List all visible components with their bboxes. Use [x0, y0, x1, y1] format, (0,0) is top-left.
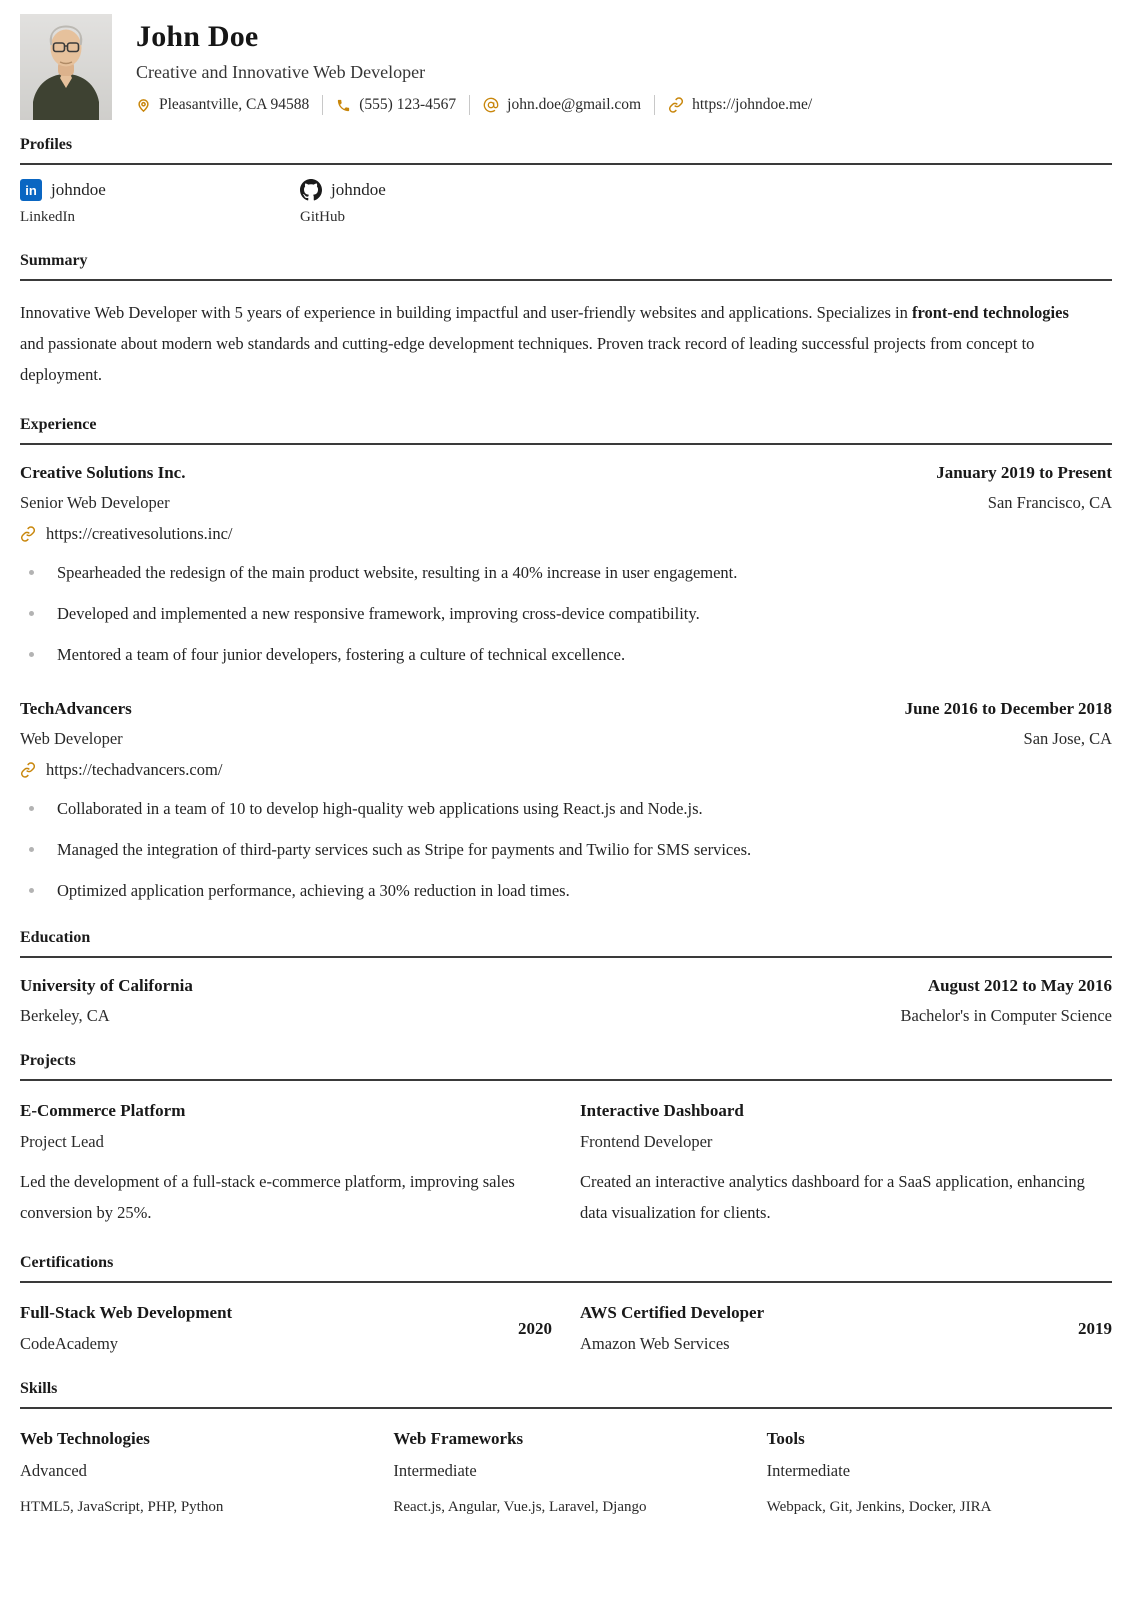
experience-entry	[20, 463, 1112, 667]
skill-entry	[767, 1429, 1112, 1516]
contact-separator	[654, 95, 655, 115]
section-experience	[20, 416, 1112, 903]
experience-section-title: Experience	[20, 416, 1112, 445]
company-url[interactable]: https://techadvancers.com/	[46, 760, 223, 779]
highlight-text: Spearheaded the redesign of the main product website, resulting in a 40% increase in user engagement.	[57, 563, 738, 582]
profile-photo-image	[20, 14, 112, 120]
experience-dates: January 2019 to Present	[936, 463, 1112, 482]
summary-bold-phrase: front-end technologies	[911, 303, 1069, 322]
github-icon	[300, 179, 322, 201]
certification-issuer: CodeAcademy	[20, 1334, 119, 1353]
project-description: Led the development of a full-stack e-commerce platform, improving sales conversion by 25%.	[20, 1172, 515, 1222]
person-headline: Creative and Innovative Web Developer	[136, 62, 426, 82]
contact-separator	[469, 95, 470, 115]
contact-location	[136, 96, 309, 114]
profile-github[interactable]	[300, 179, 552, 226]
profile-linkedin-network: LinkedIn	[20, 209, 75, 225]
certification-year: 2019	[1078, 1318, 1112, 1338]
project-name: E-Commerce Platform	[20, 1101, 186, 1120]
company-url-row[interactable]	[20, 524, 1112, 544]
company-name: TechAdvancers	[20, 699, 132, 718]
summary-section-title: Summary	[20, 252, 1112, 281]
certifications-section-title: Certifications	[20, 1254, 1112, 1283]
section-projects	[20, 1052, 1112, 1228]
at-sign-icon	[483, 97, 499, 113]
skill-entry	[393, 1429, 738, 1516]
certification-title: AWS Certified Developer	[580, 1303, 765, 1322]
highlight-text: Collaborated in a team of 10 to develop high-quality web applications using React.js and Node.js.	[57, 799, 703, 818]
education-entry-row	[20, 976, 1112, 996]
certification-year: 2020	[518, 1318, 552, 1338]
person-name: John Doe	[136, 20, 259, 53]
section-education	[20, 929, 1112, 1026]
company-url-row[interactable]	[20, 760, 1112, 780]
project-role: Project Lead	[20, 1132, 104, 1151]
highlight-text: Managed the integration of third-party services such as Stripe for payments and Twilio for SMS services.	[57, 840, 752, 859]
phone-icon	[336, 98, 351, 113]
highlight-item	[20, 560, 1112, 585]
contact-location-text: Pleasantville, CA 94588	[159, 96, 310, 113]
profiles-grid	[20, 179, 1112, 226]
bullet-dot	[29, 570, 34, 575]
experience-entry-row	[20, 699, 1112, 719]
link-icon	[668, 97, 684, 113]
profiles-section-title: Profiles	[20, 136, 1112, 165]
bullet-dot	[29, 611, 34, 616]
certification-entry	[20, 1303, 552, 1354]
profile-photo	[20, 14, 112, 120]
experience-entry	[20, 699, 1112, 903]
education-degree: Bachelor's in Computer Science	[900, 1006, 1112, 1025]
contact-website[interactable]	[668, 96, 812, 114]
highlight-item	[20, 796, 1112, 821]
section-profiles	[20, 136, 1112, 226]
header-text	[136, 14, 812, 115]
experience-dates: June 2016 to December 2018	[904, 699, 1112, 718]
projects-section-title: Projects	[20, 1052, 1112, 1081]
skill-entry	[20, 1429, 365, 1516]
highlight-item	[20, 878, 1112, 903]
profile-github-top	[300, 179, 552, 201]
project-entry	[20, 1101, 552, 1228]
bullet-dot	[29, 888, 34, 893]
experience-entry-row	[20, 463, 1112, 483]
skill-level: Intermediate	[766, 1461, 851, 1480]
project-description: Created an interactive analytics dashboard for a SaaS application, enhancing data visualization for clients.	[580, 1172, 1085, 1222]
bullet-dot	[29, 652, 34, 657]
profile-github-username[interactable]: johndoe	[331, 180, 386, 199]
contact-row	[136, 95, 812, 115]
school-name: University of California	[20, 976, 193, 995]
education-section-title: Education	[20, 929, 1112, 958]
section-summary	[20, 252, 1112, 390]
highlight-text: Developed and implemented a new responsive framework, improving cross-device compatibility.	[57, 604, 700, 623]
highlight-item	[20, 642, 1112, 667]
contact-phone-text: (555) 123-4567	[359, 96, 457, 113]
project-entry	[580, 1101, 1112, 1228]
certification-text	[580, 1303, 764, 1354]
link-icon	[20, 762, 36, 778]
profile-github-network: GitHub	[300, 209, 345, 225]
summary-part1: Innovative Web Developer with 5 years of experience in building impactful and user-friendly websites and applications. Specializes in	[20, 303, 912, 322]
certification-entry	[580, 1303, 1112, 1354]
education-entry	[20, 976, 1112, 1026]
education-dates: August 2012 to May 2016	[927, 976, 1112, 995]
summary-text	[20, 297, 1096, 390]
projects-grid	[20, 1085, 1112, 1228]
experience-location: San Francisco, CA	[987, 493, 1112, 512]
highlight-text: Mentored a team of four junior developers, fostering a culture of technical excellence.	[57, 645, 626, 664]
skill-keywords: React.js, Angular, Vue.js, Laravel, Django	[393, 1499, 647, 1515]
bullet-dot	[29, 847, 34, 852]
skill-level: Advanced	[20, 1461, 87, 1480]
bullet-dot	[29, 806, 34, 811]
linkedin-icon: in	[20, 179, 42, 201]
skill-level: Intermediate	[393, 1461, 477, 1480]
education-entry-row	[20, 996, 1112, 1026]
skills-section-title: Skills	[20, 1380, 1112, 1409]
skill-keywords: Webpack, Git, Jenkins, Docker, JIRA	[766, 1499, 992, 1515]
resume-header	[20, 14, 1112, 120]
company-name: Creative Solutions Inc.	[20, 463, 186, 482]
experience-location: San Jose, CA	[1023, 729, 1112, 748]
link-icon	[20, 526, 36, 542]
skill-name: Web Frameworks	[393, 1429, 524, 1448]
profile-linkedin-username[interactable]: johndoe	[51, 180, 106, 199]
project-name: Interactive Dashboard	[580, 1101, 744, 1120]
contact-email-text: john.doe@gmail.com	[507, 96, 642, 113]
summary-part2: and passionate about modern web standards and cutting-edge development techniques. Proven track record of leading successful projects from concept to deployment.	[20, 334, 1035, 384]
profile-linkedin-top	[20, 179, 272, 201]
education-location: Berkeley, CA	[20, 1006, 110, 1025]
company-url[interactable]: https://creativesolutions.inc/	[46, 524, 233, 543]
profile-linkedin[interactable]	[20, 179, 272, 226]
section-certifications	[20, 1254, 1112, 1354]
project-role: Frontend Developer	[580, 1132, 713, 1151]
section-skills	[20, 1380, 1112, 1516]
position-title: Web Developer	[20, 729, 123, 748]
skills-grid	[20, 1413, 1112, 1516]
skill-name: Web Technologies	[20, 1429, 150, 1448]
skill-keywords: HTML5, JavaScript, PHP, Python	[20, 1499, 224, 1515]
highlight-text: Optimized application performance, achieving a 30% reduction in load times.	[57, 881, 570, 900]
skill-name: Tools	[766, 1429, 805, 1448]
contact-phone[interactable]	[336, 96, 456, 114]
certification-text	[20, 1303, 232, 1354]
location-pin-icon	[136, 97, 151, 114]
position-title: Senior Web Developer	[20, 493, 170, 512]
highlight-item	[20, 837, 1112, 862]
experience-entry-row	[20, 719, 1112, 749]
certifications-grid	[20, 1287, 1112, 1354]
experience-entry-row	[20, 483, 1112, 513]
experience-highlights	[20, 560, 1112, 667]
contact-website-text: https://johndoe.me/	[692, 96, 813, 113]
contact-separator	[322, 95, 323, 115]
certification-issuer: Amazon Web Services	[580, 1334, 730, 1353]
experience-highlights	[20, 796, 1112, 903]
highlight-item	[20, 601, 1112, 626]
contact-email[interactable]	[483, 96, 641, 114]
certification-title: Full-Stack Web Development	[20, 1303, 233, 1322]
